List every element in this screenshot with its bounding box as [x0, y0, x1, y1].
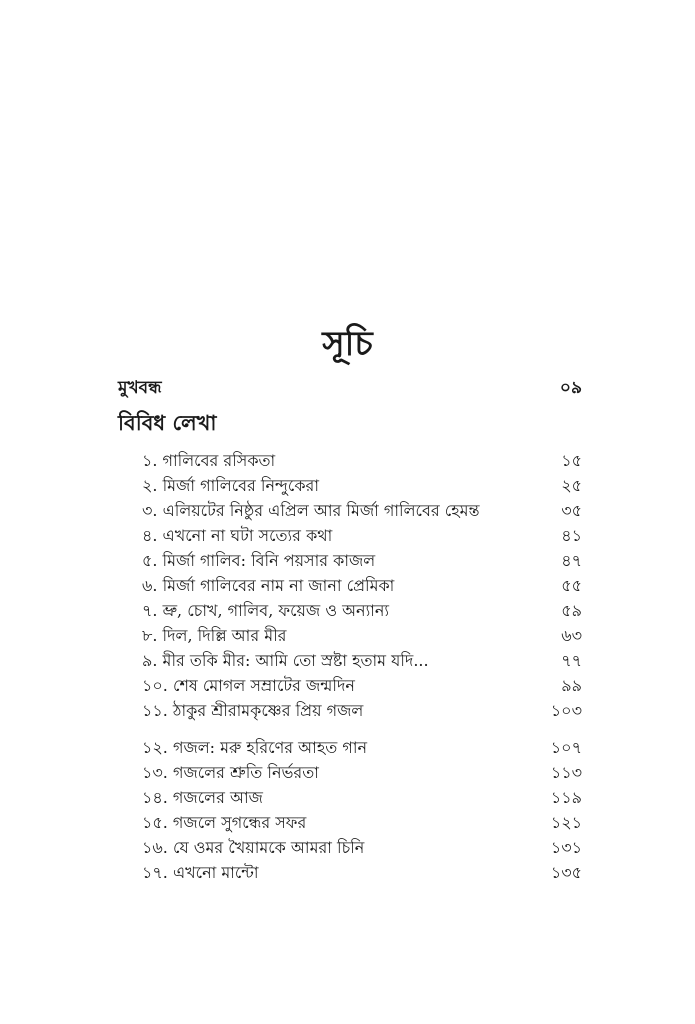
toc-entry: [142, 860, 582, 886]
toc-entry-label: ১১. ঠাকুর শ্রীরামকৃষ্ণের প্রিয় গজল: [142, 701, 364, 720]
toc-entry-label: ১৬. যে ওমর খৈয়ামকে আমরা চিনি: [142, 838, 365, 857]
toc-entry-label: ৩. এলিয়টের নিষ্ঠুর এপ্রিল আর মির্জা গালিবের হেমন্ত: [142, 501, 480, 520]
toc-entry-label: ১৪. গজলের আজ: [142, 788, 263, 807]
toc-entry-page-number: ২৫: [561, 476, 582, 495]
toc-entry: [142, 673, 582, 699]
toc-entry-page-number: ৫৫: [561, 576, 582, 595]
toc-entry-page-number: ১০৭: [550, 738, 582, 757]
toc-entry-page-number: ৩৫: [561, 501, 582, 520]
toc-entry-page-number: ১১৩: [550, 763, 582, 782]
toc-entry: [142, 448, 582, 474]
toc-title: সূচি: [322, 324, 373, 364]
toc-entry: [142, 760, 582, 786]
toc-entry-label: ৮. দিল, দিল্লি আর মীর: [142, 626, 287, 645]
toc-entry: [142, 698, 582, 724]
toc-entry: [142, 623, 582, 649]
toc-entry-page-number: ৯৯: [561, 676, 582, 695]
toc-entry: [142, 473, 582, 499]
toc-entry-page-number: ৫৯: [561, 601, 582, 620]
toc-entry-label: মুখবন্ধ: [118, 378, 162, 398]
toc-entry-label: ২. মির্জা গালিবের নিন্দুকেরা: [142, 476, 319, 495]
toc-entry-page-number: ০৯: [559, 378, 582, 398]
toc-entry-page-number: ৪৭: [561, 551, 582, 570]
toc-entry-label: ১০. শেষ মোগল সম্রাটের জন্মদিন: [142, 676, 355, 695]
toc-entry-label: ১৫. গজলে সুগন্ধের সফর: [142, 813, 307, 832]
toc-entry-label: ৫. মির্জা গালিব: বিনি পয়সার কাজল: [142, 551, 376, 570]
section-heading: বিবিধ লেখা: [118, 410, 217, 435]
toc-entry: [142, 573, 582, 599]
toc-entry: [142, 735, 582, 761]
toc-entry-page-number: ৪১: [561, 526, 582, 545]
toc-entry-page-number: ৬৩: [561, 626, 582, 645]
toc-entry: [142, 548, 582, 574]
toc-entry: [142, 523, 582, 549]
toc-entry-label: ৭. ভ্রু, চোখ, গালিব, ফয়েজ ও অন্যান্য: [142, 601, 390, 620]
toc-entry-label: ১. গালিবের রসিকতা: [142, 451, 276, 470]
toc-entry: [142, 835, 582, 861]
toc-entry-page-number: ১৩১: [550, 838, 582, 857]
toc-entry-page-number: ১০৩: [550, 701, 582, 720]
toc-entry: [142, 498, 582, 524]
toc-entry-page-number: ১৩৫: [550, 863, 582, 882]
toc-entry-label: ১৭. এখনো মান্টো: [142, 863, 259, 882]
toc-entry: [142, 648, 582, 674]
toc-entry-page-number: ১১৯: [550, 788, 582, 807]
toc-entry-page-number: ১৫: [561, 451, 582, 470]
toc-entry: [142, 785, 582, 811]
toc-entry-label: ১৩. গজলের শ্রুতি নির্ভরতা: [142, 763, 319, 782]
toc-entry-preface: [118, 375, 582, 401]
toc-entry-page-number: ১২১: [550, 813, 582, 832]
toc-entry-label: ৯. মীর তকি মীর: আমি তো স্রষ্টা হতাম যদি...: [142, 651, 429, 670]
toc-entry-page-number: ৭৭: [561, 651, 582, 670]
toc-entry: [142, 598, 582, 624]
toc-entry-label: ১২. গজল: মরু হরিণের আহত গান: [142, 738, 368, 757]
toc-entry: [142, 810, 582, 836]
toc-entry-label: ৬. মির্জা গালিবের নাম না জানা প্রেমিকা: [142, 576, 395, 595]
toc-entry-label: ৪. এখনো না ঘটা সত্যের কথা: [142, 526, 333, 545]
